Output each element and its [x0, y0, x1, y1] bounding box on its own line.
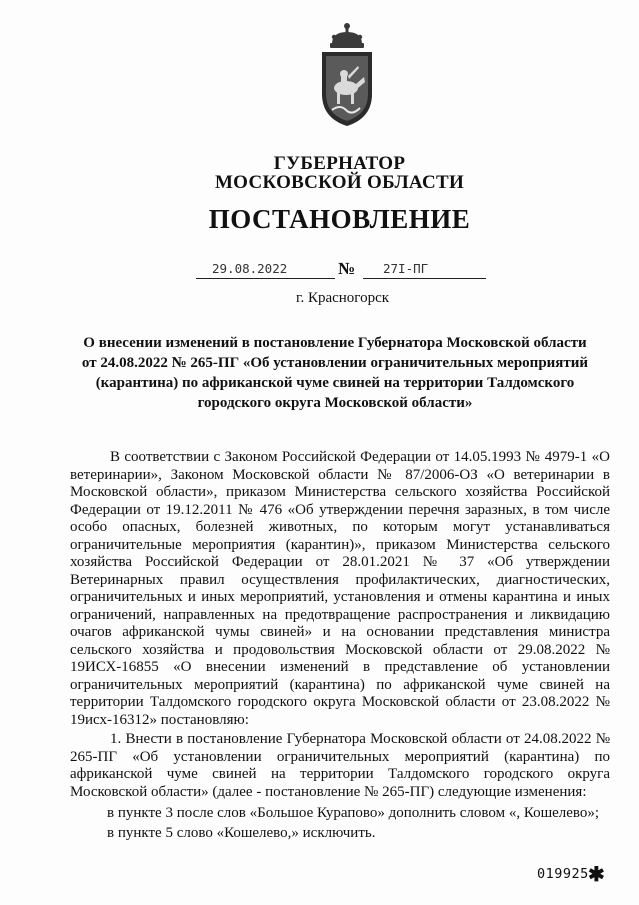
- item-1-paragraph: 1. Внести в постановление Губернатора Московской области от 24.08.2022 № 265-ПГ «Об установлении ограничительных мероприятий (карантина) по африканской чуме свиней на территории Талдомского городского округа Московской области» (далее - постановление № 265-ПГ) следующие изменения:: [70, 731, 610, 800]
- date-underline: [196, 278, 335, 279]
- title-line: от 24.08.2022 № 265-ПГ «Об установлении ограничительных мероприятий: [81, 355, 589, 371]
- document-date: 29.08.2022: [212, 261, 288, 276]
- title-line: (карантина) по африканской чуме свиней на территории Талдомского: [95, 375, 575, 391]
- number-sign: №: [338, 259, 356, 278]
- issue-city: г. Красногорск: [296, 290, 390, 306]
- document-number: 27I-ПГ: [383, 261, 429, 276]
- sub-item-1: в пункте 3 после слов «Большое Курапово» дополнить словом «, Кошелево»;: [107, 805, 600, 821]
- coat-of-arms-icon: [318, 22, 376, 128]
- sub-item-2: в пункте 5 слово «Кошелево,» исключить.: [107, 825, 376, 841]
- title-line: О внесении изменений в постановление Губернатора Московской области: [83, 335, 587, 351]
- document-title: [70, 333, 600, 413]
- serial-mark: ✱: [588, 864, 605, 886]
- serial-number: 019925: [537, 866, 589, 882]
- document-type-heading: ПОСТАНОВЛЕНИЕ: [208, 204, 471, 234]
- authority-line-2: МОСКОВСКОЙ ОБЛАСТИ: [214, 172, 465, 193]
- preamble-paragraph: В соответствии с Законом Российской Федерации от 14.05.1993 № 4979-1 «О ветеринарии», Законом Московской области № 87/2006-ОЗ «О ветеринарии в Московской области», приказом Министерства сельского хозяйства Российской Федерации от 19.12.2011 № 476 «Об утверждении перечня заразных, в том числе особо опасных, болезней животных, по которым могут устанавливаться ограничительные мероприятия (карантин)», приказом Министерства сельского хозяйства Российской Федерации от 28.01.2021 № 37 «Об утверждении Ветеринарных правил осуществления профилактических, диагностических, ограничительных и иных мероприятий, установления и отмены карантина и иных ограничений, направленных на предотвращение распространения и ликвидацию очагов африканской чумы свиней» и на основании представления министра сельского хозяйства и продовольствия Московской области от 29.08.2022 № 19ИСХ-16855 «О внесении изменений в представление об установлении ограничительных мероприятий (карантина) по африканской чуме свиней на территории Талдомского городского округа Московской области от 23.08.2022 № 19исх-16312» постановляю:: [70, 449, 610, 728]
- document-body: [70, 449, 610, 843]
- authority-line-1: ГУБЕРНАТОР: [273, 153, 406, 174]
- number-underline: [363, 278, 486, 279]
- title-line: городского округа Московской области»: [197, 395, 473, 411]
